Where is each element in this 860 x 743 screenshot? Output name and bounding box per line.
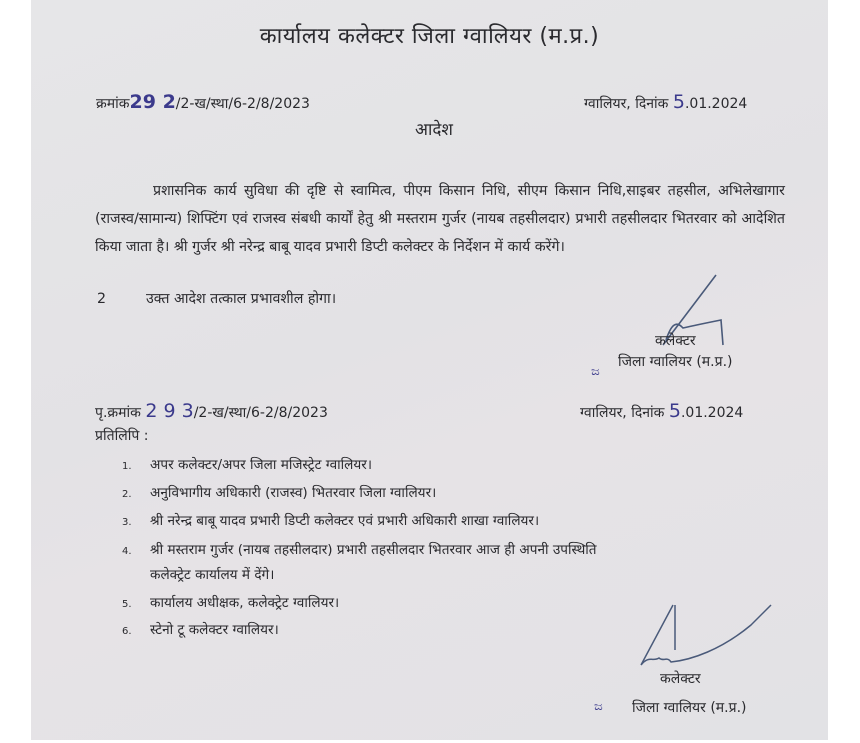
copy-date-handwritten-day: 5 xyxy=(668,400,681,422)
recipient-number: 4. xyxy=(122,546,132,557)
recipient-text: श्री नरेन्द्र बाबू यादव प्रभारी डिप्टी कलेक्टर एवं प्रभारी अधिकारी शाखा ग्वालियर। xyxy=(150,513,540,529)
copy-ref-handwritten-number: 2 9 3 xyxy=(145,400,194,422)
date-suffix: .01.2024 xyxy=(684,96,748,112)
order-point-2 xyxy=(97,289,336,308)
recipient-5 xyxy=(122,592,339,611)
order-reference xyxy=(96,91,310,113)
recipient-number: 6. xyxy=(122,626,132,637)
recipient-number: 5. xyxy=(122,599,132,610)
copy-reference xyxy=(95,400,328,422)
recipient-2 xyxy=(122,482,436,501)
copy-place-date-label: ग्वालियर, दिनांक xyxy=(580,405,665,421)
signatory-title-1: कलेक्टर xyxy=(655,333,696,349)
recipient-text: कार्यालय अधीक्षक, कलेक्ट्रेट ग्वालियर। xyxy=(150,595,340,611)
signatory-district-2: जिला ग्वालियर (म.प्र.) xyxy=(632,700,747,716)
ref-handwritten-number: 29 2 xyxy=(129,91,176,113)
order-paragraph-1: प्रशासनिक कार्य सुविधा की दृष्टि से स्वामित्व, पीएम किसान निधि, सीएम किसान निधि,साइबर तहसील, अभिलेखागार (राजस्व/सामान्य) शिफ्टिंग एवं राजस्व संबधी कार्यों हेतु श्री मस्तराम गुर्जर (नायब तहसीलदार) प्रभारी तहसीलदार भितरवार को आदेशित किया जाता है। श्री गुर्जर श्री नरेन्द्र बाबू यादव प्रभारी डिप्टी कलेक्टर के निर्देशन में कार्य करेंगे। xyxy=(95,183,785,255)
copy-ref-suffix: /2-ख/स्था/6-2/8/2023 xyxy=(193,405,328,421)
recipient-6 xyxy=(122,619,279,638)
point-number: 2 xyxy=(97,291,107,307)
office-title: कार्यालय कलेक्टर जिला ग्वालियर (म.प्र.) xyxy=(259,24,600,49)
copy-place-date xyxy=(580,400,743,422)
recipient-3 xyxy=(122,510,539,529)
place-date-label: ग्वालियर, दिनांक xyxy=(584,96,669,112)
ref-suffix: /2-ख/स्था/6-2/8/2023 xyxy=(175,96,310,112)
initial-mark-1: ಜ xyxy=(591,364,600,379)
signatory-district-1: जिला ग्वालियर (म.प्र.) xyxy=(618,354,733,370)
copy-ref-prefix: पृ.क्रमांक xyxy=(95,405,141,421)
recipient-4 xyxy=(122,539,597,558)
recipient-4-continued: कलेक्ट्रेट कार्यालय में देंगे। xyxy=(150,567,275,583)
recipient-1 xyxy=(122,454,372,473)
date-handwritten-day: 5 xyxy=(672,91,685,113)
document-page xyxy=(31,0,828,740)
signatory-title-2: कलेक्टर xyxy=(660,671,701,687)
recipient-text: अनुविभागीय अधिकारी (राजस्व) भितरवार जिला ग्वालियर। xyxy=(150,485,437,501)
ref-prefix: क्रमांक xyxy=(96,96,130,112)
signature-mark-2 xyxy=(631,600,811,670)
copy-label: प्रतिलिपि : xyxy=(95,428,149,444)
recipient-number: 2. xyxy=(122,489,132,500)
order-place-date xyxy=(584,91,747,113)
recipient-number: 1. xyxy=(122,461,132,472)
point-text: उक्त आदेश तत्काल प्रभावशील होगा। xyxy=(146,291,337,307)
recipient-number: 3. xyxy=(122,517,132,528)
copy-date-suffix: .01.2024 xyxy=(680,405,744,421)
recipient-text: स्टेनो टू कलेक्टर ग्वालियर। xyxy=(150,622,279,638)
order-heading: आदेश xyxy=(415,120,453,140)
recipient-text: श्री मस्तराम गुर्जर (नायब तहसीलदार) प्रभारी तहसीलदार भितरवार आज ही अपनी उपस्थिति xyxy=(150,542,597,558)
initial-mark-2: ಜ xyxy=(594,699,603,714)
recipient-text: अपर कलेक्टर/अपर जिला मजिस्ट्रेट ग्वालियर। xyxy=(150,457,372,473)
